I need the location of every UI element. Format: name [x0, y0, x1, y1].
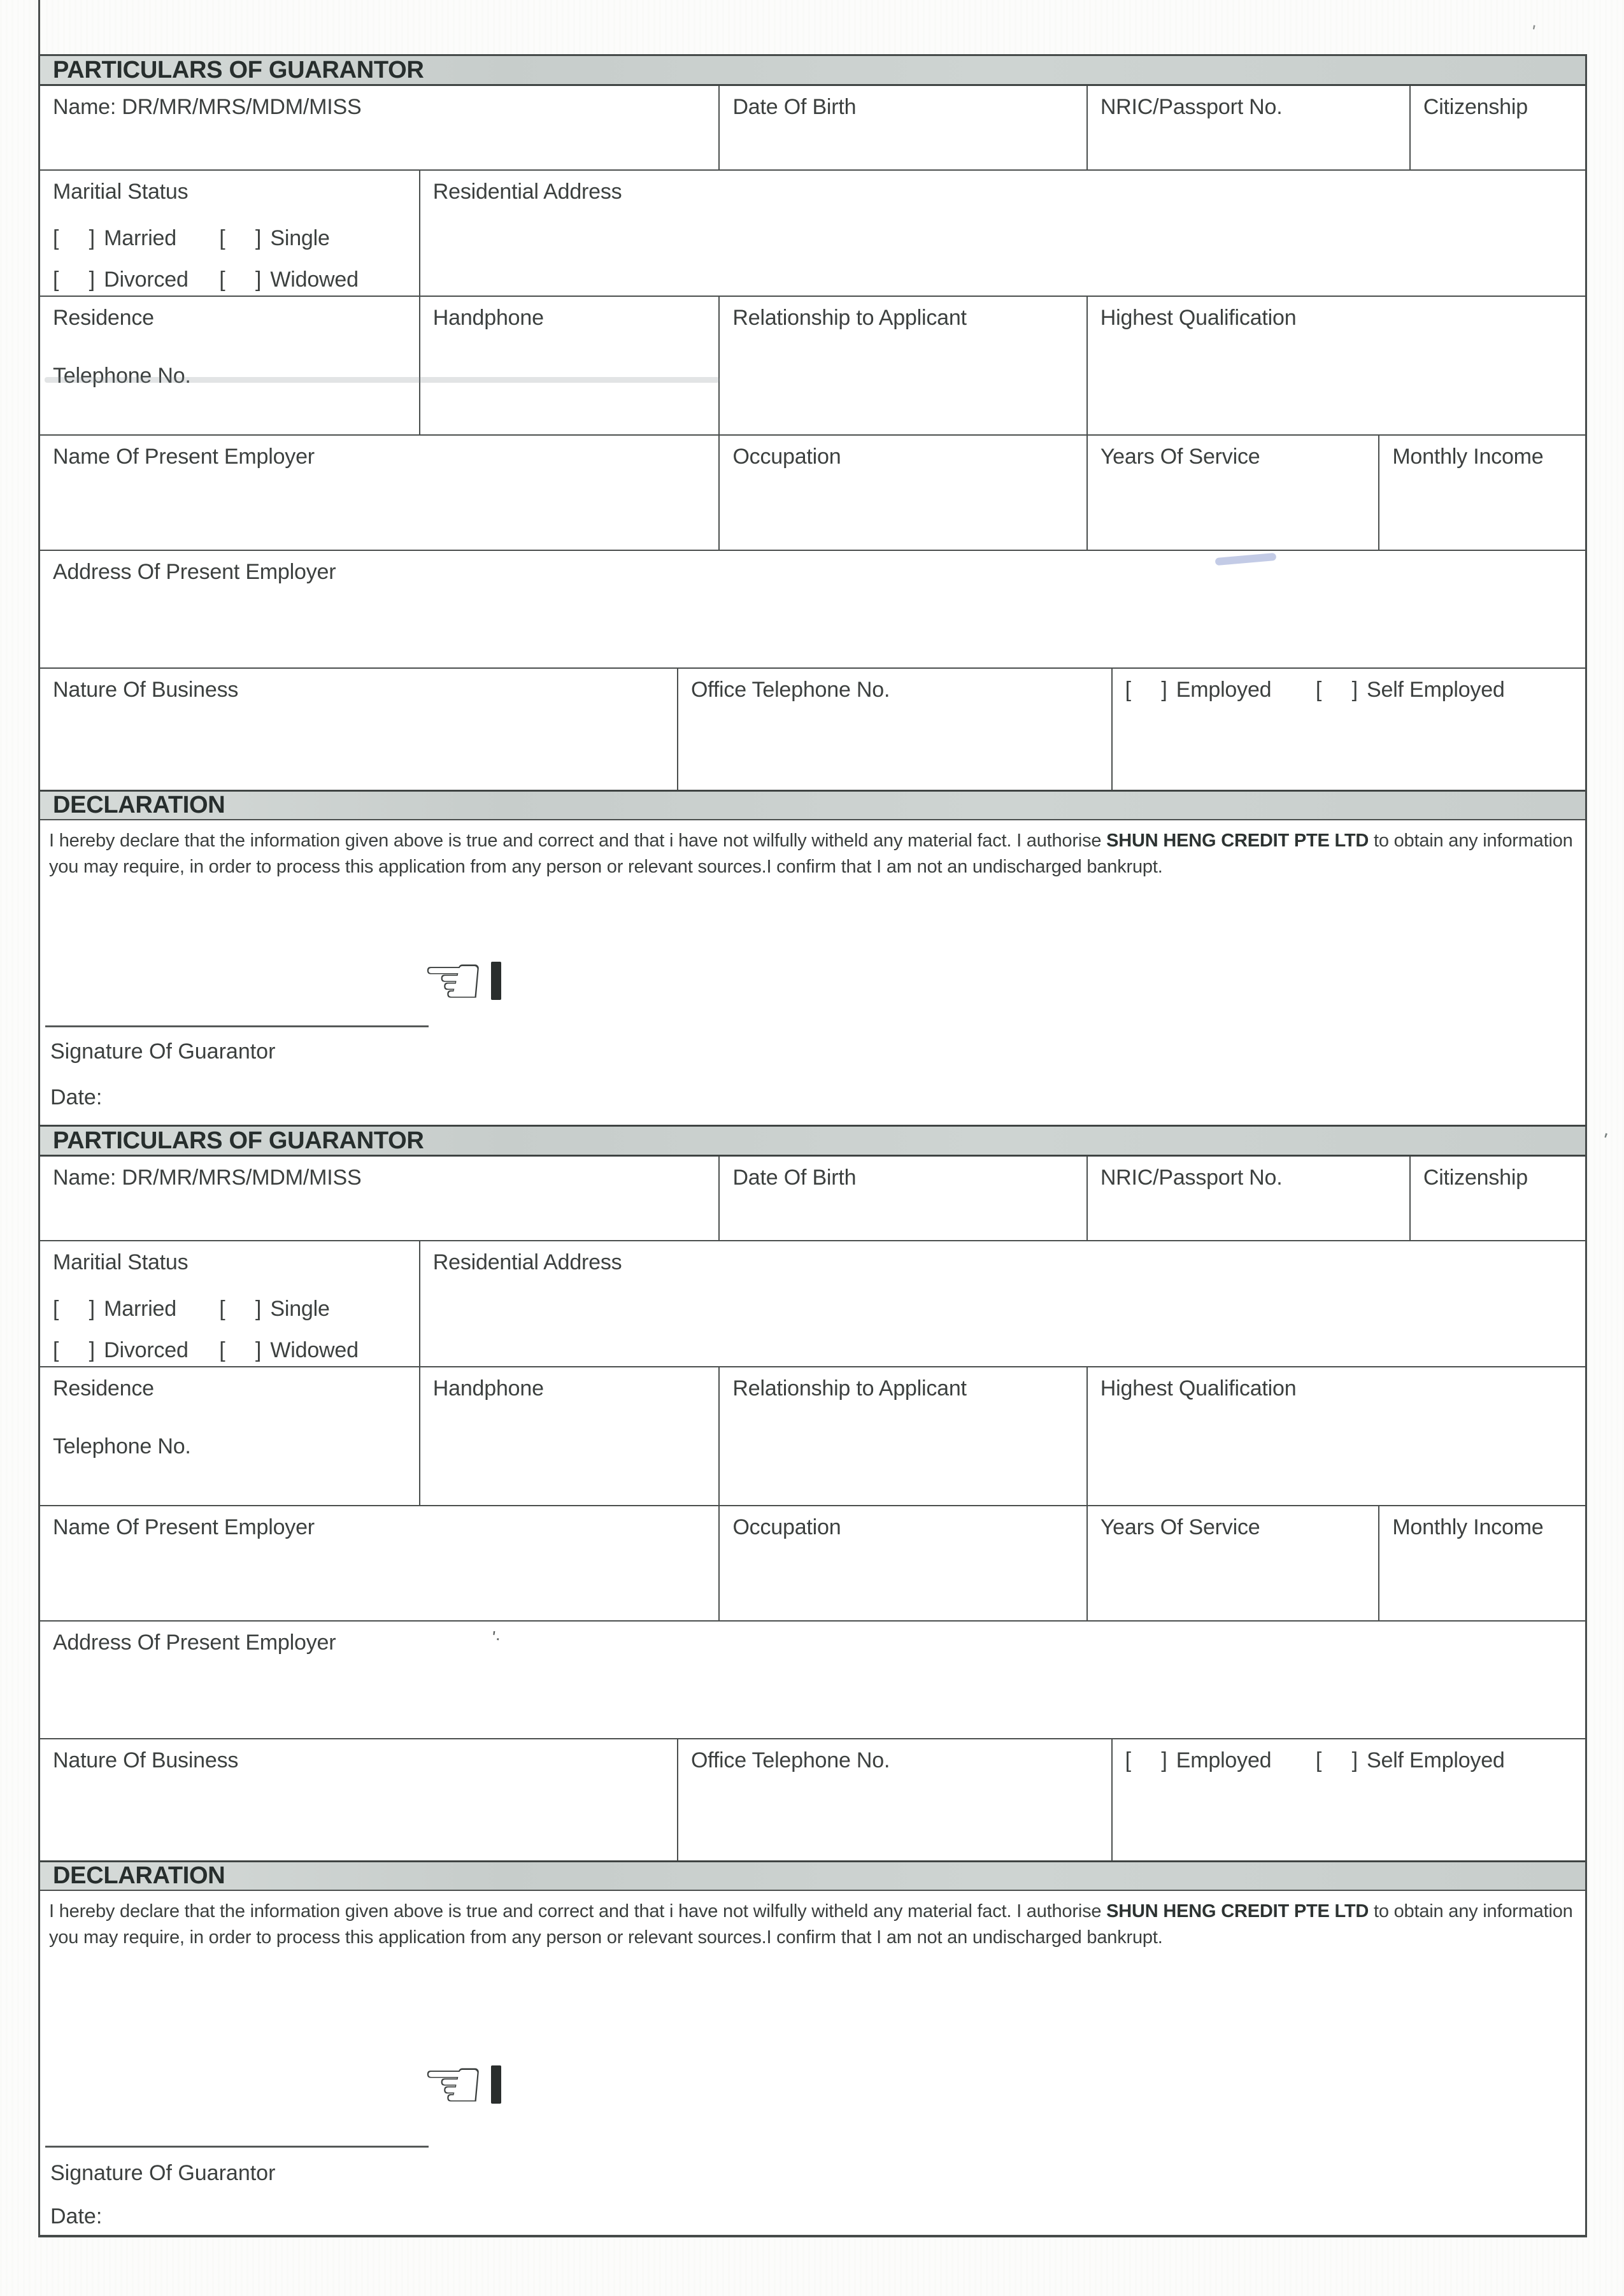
declaration-text-before: I hereby declare that the information given above is true and correct and that i have not wilfully witheld any material fact. I authorise: [49, 831, 1107, 851]
checkbox-employed[interactable]: [1125, 1748, 1310, 1773]
employed-label: Employed: [1176, 678, 1272, 702]
divorced-label: Divorced: [104, 1338, 189, 1362]
declaration-text-before: I hereby declare that the information given above is true and correct and that i have not wilfully witheld any material fact. I authorise: [49, 1901, 1107, 1922]
qualification-cell[interactable]: [1088, 297, 1585, 434]
nric-field-cell[interactable]: [1088, 86, 1411, 169]
declaration-text-after: to obtain any information you may require, in order to process this application from any person or relevant sources.I confirm that I am not an undischarged bankrupt.: [49, 1901, 1573, 1948]
row-marital-residential: [40, 171, 1585, 297]
declaration-header-bar: [40, 1862, 1585, 1891]
scan-border-stub: [38, 0, 40, 56]
dob-field-cell[interactable]: [720, 1157, 1087, 1240]
relationship-cell[interactable]: [720, 1367, 1087, 1505]
declaration-header-label: DECLARATION: [53, 1862, 225, 1889]
name-label: Name: DR/MR/MRS/MDM/MISS: [53, 95, 362, 119]
years-of-service-cell[interactable]: [1088, 436, 1380, 550]
office-telephone-label: Office Telephone No.: [690, 1748, 890, 1772]
telephone-no-label: Telephone No.: [53, 1434, 191, 1458]
dob-label: Date Of Birth: [732, 1166, 857, 1190]
qualification-label: Highest Qualification: [1100, 306, 1297, 330]
scan-speck: '·: [490, 1627, 502, 1648]
handphone-cell[interactable]: [420, 297, 720, 434]
marital-status-label: Maritial Status: [53, 180, 189, 204]
row-business: [40, 669, 1585, 792]
checkbox-divorced[interactable]: [53, 1338, 213, 1363]
relationship-cell[interactable]: [720, 297, 1087, 434]
company-name: SHUN HENG CREDIT PTE LTD: [1106, 831, 1369, 851]
declaration-text: [49, 828, 1575, 880]
handphone-label: Handphone: [432, 1376, 544, 1401]
row-business: [40, 1739, 1585, 1862]
company-name: SHUN HENG CREDIT PTE LTD: [1106, 1901, 1369, 1922]
qualification-cell[interactable]: [1088, 1367, 1585, 1505]
date-field[interactable]: Date:: [50, 2204, 103, 2228]
nature-of-business-cell[interactable]: [40, 1739, 678, 1860]
checkbox-brackets-icon[interactable]: [ ]: [53, 226, 96, 250]
particulars-header-label: PARTICULARS OF GUARANTOR: [53, 56, 424, 83]
scan-speck: ': [1599, 1128, 1610, 1152]
row-employment: [40, 1506, 1585, 1622]
self-employed-label: Self Employed: [1367, 678, 1505, 702]
employment-type-cell: [1113, 1739, 1585, 1860]
nric-field-cell[interactable]: [1088, 1157, 1411, 1240]
marital-status-cell: [40, 1241, 420, 1366]
handphone-cell[interactable]: [420, 1367, 720, 1505]
checkbox-self-employed[interactable]: [1316, 1748, 1505, 1773]
employer-address-cell[interactable]: [40, 551, 1585, 667]
pointing-hand-glyph: ☜: [421, 939, 485, 1022]
employment-options-row: [1125, 678, 1579, 702]
employer-address-label: Address Of Present Employer: [53, 1630, 336, 1655]
occupation-cell[interactable]: [720, 1506, 1087, 1620]
office-telephone-cell[interactable]: [678, 1739, 1113, 1860]
marital-options-row-2: [53, 267, 413, 292]
row-phones: [40, 1367, 1585, 1506]
declaration-header-bar: [40, 792, 1585, 820]
residential-address-label: Residential Address: [432, 180, 622, 204]
nric-label: NRIC/Passport No.: [1100, 1166, 1283, 1190]
row-phones: [40, 297, 1585, 436]
citizenship-field-cell[interactable]: [1411, 86, 1585, 169]
particulars-header-bar: [40, 56, 1585, 86]
monthly-income-label: Monthly Income: [1392, 1515, 1544, 1539]
declaration-body: [40, 1891, 1585, 2235]
guarantor-section-1: [38, 54, 1587, 1125]
checkbox-brackets-icon[interactable]: [ ]: [1315, 678, 1358, 702]
single-label: Single: [270, 226, 330, 250]
checkbox-single[interactable]: [219, 1297, 329, 1322]
checkbox-widowed[interactable]: [219, 267, 359, 292]
self-employed-label: Self Employed: [1367, 1748, 1505, 1772]
checkbox-brackets-icon[interactable]: [ ]: [1315, 1748, 1358, 1772]
married-label: Married: [104, 226, 176, 250]
declaration-body: [40, 820, 1585, 1125]
relationship-label: Relationship to Applicant: [732, 1376, 967, 1401]
date-field[interactable]: Date:: [50, 1085, 103, 1109]
signature-line[interactable]: [45, 2146, 429, 2148]
name-field-cell[interactable]: [40, 1157, 720, 1240]
citizenship-label: Citizenship: [1423, 1166, 1528, 1190]
employer-cell[interactable]: [40, 1506, 720, 1620]
years-of-service-label: Years Of Service: [1100, 1515, 1260, 1539]
nric-label: NRIC/Passport No.: [1100, 95, 1283, 119]
declaration-header-label: DECLARATION: [53, 792, 225, 818]
signature-line[interactable]: [45, 1025, 429, 1027]
marital-status-cell: [40, 171, 420, 296]
row-employer-address: [40, 1622, 1585, 1739]
office-telephone-label: Office Telephone No.: [690, 678, 890, 702]
relationship-label: Relationship to Applicant: [732, 306, 967, 330]
residence-label: Residence: [53, 306, 154, 330]
declaration-text-after: to obtain any information you may require, in order to process this application from any person or relevant sources.I confirm that I am not an undischarged bankrupt.: [49, 831, 1573, 877]
divorced-label: Divorced: [104, 267, 189, 292]
employment-options-row: [1125, 1748, 1579, 1773]
qualification-label: Highest Qualification: [1100, 1376, 1297, 1401]
pointing-hand-icon: [421, 2043, 504, 2126]
checkbox-married[interactable]: [53, 226, 213, 251]
marital-options-row-1: [53, 1297, 413, 1322]
dob-field-cell[interactable]: [720, 86, 1087, 169]
marital-options-row-1: [53, 226, 413, 251]
monthly-income-label: Monthly Income: [1392, 445, 1544, 469]
office-telephone-cell[interactable]: [678, 669, 1113, 790]
guarantor-section-2: [38, 1125, 1587, 2237]
occupation-cell[interactable]: [720, 436, 1087, 550]
years-of-service-label: Years Of Service: [1100, 445, 1260, 469]
residential-address-label: Residential Address: [432, 1250, 622, 1274]
nature-of-business-label: Nature Of Business: [53, 1748, 239, 1772]
monthly-income-cell[interactable]: [1379, 436, 1585, 550]
checkbox-brackets-icon[interactable]: [ ]: [53, 1297, 96, 1321]
checkbox-brackets-icon[interactable]: [ ]: [53, 1338, 96, 1362]
particulars-header-bar: [40, 1127, 1585, 1157]
residential-address-cell[interactable]: [420, 1241, 1585, 1366]
hand-cuff: [491, 962, 501, 1000]
checkbox-brackets-icon[interactable]: [ ]: [219, 1297, 262, 1321]
employer-label: Name Of Present Employer: [53, 1515, 315, 1539]
employer-label: Name Of Present Employer: [53, 445, 315, 469]
pointing-hand-glyph: ☜: [421, 2043, 485, 2126]
citizenship-label: Citizenship: [1423, 95, 1528, 119]
row-identity: [40, 1157, 1585, 1241]
single-label: Single: [270, 1297, 330, 1321]
employment-type-cell: [1113, 669, 1585, 790]
checkbox-brackets-icon[interactable]: [ ]: [219, 267, 262, 292]
row-employer-address: [40, 551, 1585, 669]
residence-telephone-cell[interactable]: [40, 297, 420, 434]
marital-status-label: Maritial Status: [53, 1250, 189, 1274]
years-of-service-cell[interactable]: [1088, 1506, 1380, 1620]
handphone-label: Handphone: [432, 306, 544, 330]
checkbox-brackets-icon[interactable]: [ ]: [219, 226, 262, 250]
name-label: Name: DR/MR/MRS/MDM/MISS: [53, 1166, 362, 1190]
particulars-header-label: PARTICULARS OF GUARANTOR: [53, 1127, 424, 1154]
residence-label: Residence: [53, 1376, 154, 1401]
row-employment: [40, 436, 1585, 551]
pointing-hand-icon: [421, 939, 504, 1022]
married-label: Married: [104, 1297, 176, 1321]
citizenship-field-cell[interactable]: [1411, 1157, 1585, 1240]
residential-address-cell[interactable]: [420, 171, 1585, 296]
nature-of-business-cell[interactable]: [40, 669, 678, 790]
occupation-label: Occupation: [732, 445, 841, 469]
checkbox-single[interactable]: [219, 226, 329, 251]
marital-options-row-2: [53, 1338, 413, 1363]
row-marital-residential: [40, 1241, 1585, 1367]
employer-address-cell[interactable]: [40, 1622, 1585, 1738]
checkbox-brackets-icon[interactable]: [ ]: [1125, 678, 1167, 702]
nature-of-business-label: Nature Of Business: [53, 678, 239, 702]
monthly-income-cell[interactable]: [1379, 1506, 1585, 1620]
occupation-label: Occupation: [732, 1515, 841, 1539]
widowed-label: Widowed: [270, 1338, 359, 1362]
residence-telephone-cell[interactable]: [40, 1367, 420, 1505]
telephone-no-label: Telephone No.: [53, 364, 191, 388]
checkbox-divorced[interactable]: [53, 267, 213, 292]
widowed-label: Widowed: [270, 267, 359, 292]
checkbox-employed[interactable]: [1125, 678, 1310, 702]
employer-cell[interactable]: [40, 436, 720, 550]
dob-label: Date Of Birth: [732, 95, 857, 119]
employer-address-label: Address Of Present Employer: [53, 560, 336, 584]
signature-of-guarantor-label: Signature Of Guarantor: [50, 2161, 276, 2185]
scan-speck: ': [1528, 21, 1537, 43]
signature-of-guarantor-label: Signature Of Guarantor: [50, 1039, 276, 1064]
checkbox-married[interactable]: [53, 1297, 213, 1322]
name-field-cell[interactable]: [40, 86, 720, 169]
checkbox-self-employed[interactable]: [1316, 678, 1505, 702]
checkbox-brackets-icon[interactable]: [ ]: [219, 1338, 262, 1362]
hand-cuff: [491, 2065, 501, 2104]
declaration-text: [49, 1899, 1575, 1951]
checkbox-brackets-icon[interactable]: [ ]: [53, 267, 96, 292]
employed-label: Employed: [1176, 1748, 1272, 1772]
checkbox-brackets-icon[interactable]: [ ]: [1125, 1748, 1167, 1772]
checkbox-widowed[interactable]: [219, 1338, 359, 1363]
row-identity: [40, 86, 1585, 171]
